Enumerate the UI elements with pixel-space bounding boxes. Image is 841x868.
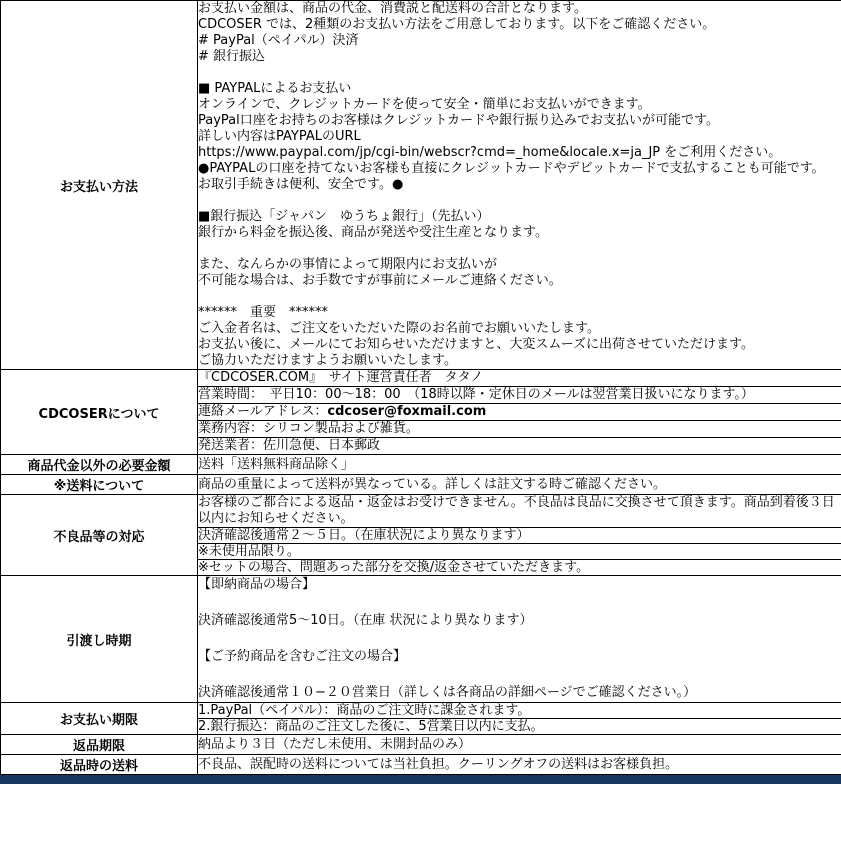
defective-unused-row: ※未使用品限り。 [198,544,841,560]
about-business-row: 業務内容：シリコン製品および雑貨。 [198,421,841,438]
blank-line [198,65,841,81]
about-shipping-carrier-row: 発送業者：佐川急便、日本郵政 [198,438,841,455]
payment-method-content [198,1,841,370]
defective-turnaround-row: 決済確認後通常２〜５日。（在庫状況により異なります） [198,528,841,544]
blank-line [198,193,841,209]
blank-line [198,630,841,648]
text-line: # PayPal（ペイパル）決済 [198,33,359,48]
row-label-shipping-note: ※送料について [1,475,198,495]
delivery-time-content [198,576,841,703]
row-return-shipping [1,755,841,775]
row-shipping-note [1,475,841,495]
return-shipping-content: 不良品、誤配時の送料については当社負担。クーリングオフの送料はお客様負担。 [198,755,841,775]
text-line: お支払い金額は、商品の代金、消費説と配送料の合計となります。 [198,1,587,16]
row-payment-deadline [1,703,841,719]
text-line: # 銀行振込 [198,49,266,64]
text-line: 決済確認後通常5〜10日。（在庫 状況により異なります） [198,613,533,628]
row-label-return-shipping: 返品時の送料 [1,755,198,775]
text-line: 詳しい内容はPAYPALのURL [198,129,361,144]
text-line: 【ご予約商品を含むご注文の場合】 [198,649,407,664]
text-line: 銀行から料金を振込後、商品が発送や受注生産となります。 [198,225,548,240]
row-label-payment-method: お支払い方法 [1,1,198,370]
footer-bar [0,775,841,784]
text-line: ●PAYPALの口座を持てないお客様も直接にクレジットカードやデビットカードで支払することも可能です。 [198,161,825,176]
text-line: また、なんらかの事情によって期限内にお支払いが [198,257,498,272]
return-period-content: 納品より３日（ただし未使用、未開封品のみ） [198,735,841,755]
blank-line [198,594,841,612]
row-return-period [1,735,841,755]
row-extra-fee [1,455,841,475]
text-line: ご入金者名は、ご注文をいただいた際のお名前でお願いいたします。 [198,321,600,336]
extra-fee-content: 送料「送料無料商品除く」 [198,455,841,475]
deadline-bank-row: 2.銀行振込：商品のご注文した後に、5営業日以内に支払。 [198,719,841,735]
row-payment-method [1,1,841,370]
text-line: ご協力いただけますようお願いいたします。 [198,353,457,368]
text-line: オンラインで、クレジットカードを使って安全・簡単にお支払いができます。 [198,97,651,112]
row-label-return-period: 返品期限 [1,735,198,755]
about-operator-row: 『CDCOSER.COM』 サイト運営責任者 タタノ [198,370,841,387]
blank-line [198,289,841,305]
text-line: ****** 重要 ****** [198,305,329,320]
contact-email: cdcoser@foxmail.com [327,404,487,419]
text-line: 【即納商品の場合】 [198,577,316,592]
about-hours-row: 営業時間： 平日10：00〜18：00 （18時以降・定休日のメールは翌営業日扱いになります。） [198,387,841,404]
row-label-payment-deadline: お支払い期限 [1,703,198,735]
row-label-delivery-time: 引渡し時期 [1,576,198,703]
defective-policy-row [198,495,841,528]
row-defective [1,495,841,528]
blank-line [198,241,841,257]
text-line: お取引手続きは便利、安全です。● [198,177,404,192]
row-label-extra-fee: 商品代金以外の必要金額 [1,455,198,475]
defective-set-row: ※セットの場合、問題あった部分を交換/返金させていただきます。 [198,560,841,576]
row-about [1,370,841,387]
contact-email-label: 連絡メールアドレス： [198,404,328,419]
about-email-row [198,404,841,421]
deadline-paypal-row: 1.PayPal（ペイパル）：商品のご注文時に課金されます。 [198,703,841,719]
paypal-url-text: https://www.paypal.com/jp/cgi-bin/webscr?cmd=_home&locale.x=ja_JP をご利用ください。 [198,145,782,160]
row-label-defective: 不良品等の対応 [1,495,198,576]
row-delivery-time [1,576,841,703]
shipping-note-content: 商品の重量によって送料が異なっている。詳しくは註文する時ご確認ください。 [198,475,841,495]
text-line: ■銀行振込「ジャパン ゆうちょ銀行」（先払い） [198,209,490,224]
text-line: 不可能な場合は、お手数ですが事前にメールご連絡ください。 [198,273,562,288]
row-label-about: CDCOSERについて [1,370,198,455]
text-line: PayPal口座をお持ちのお客様はクレジットカードや銀行振り込みでお支払いが可能です。 [198,113,719,128]
text-line: お支払い後に、メールにてお知らせいただけますと、大変スムーズに出荷させていただけます。 [198,337,755,352]
text-line: お客様のご都合による返品・返金はお受けできません。不良品は良品に交換させて頂きます。商品到着後３日以内にお知らせください。 [198,495,835,526]
text-line: CDCOSER では、2種類のお支払い方法をご用意しております。以下をご確認ください。 [198,17,716,32]
text-line: 決済確認後通常１０−２０営業日（詳しくは各商品の詳細ページでご確認ください。） [198,685,697,700]
blank-line [198,666,841,684]
text-line: ■ PAYPALによるお支払い [198,81,352,96]
